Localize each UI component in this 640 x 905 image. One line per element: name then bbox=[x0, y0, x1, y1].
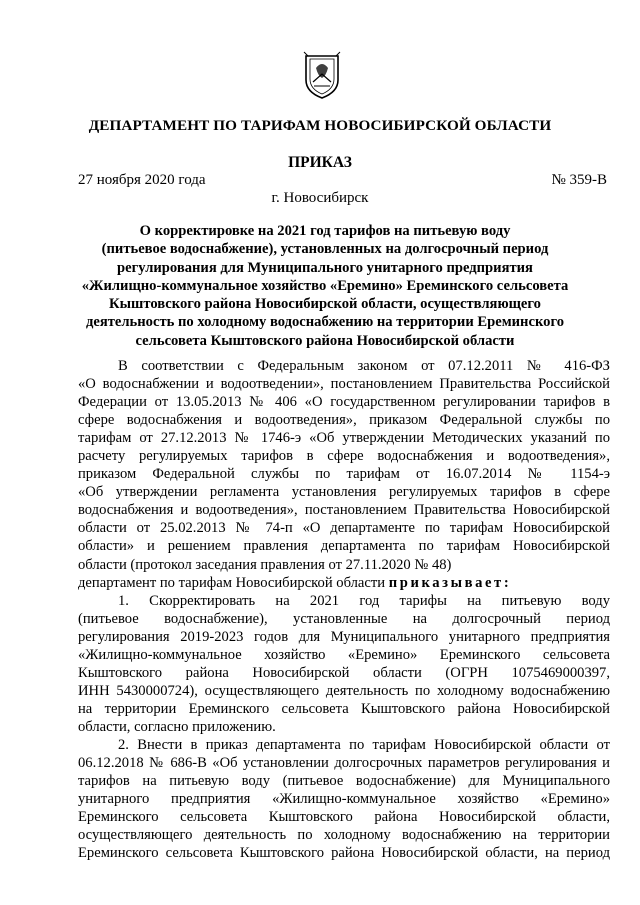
body-line: 2. Внести в приказ департамента по тарифам Новосибирской области от bbox=[118, 736, 610, 753]
body-line: «Жилищно-коммунальное хозяйство «Еремино» Ереминского сельсовета bbox=[78, 646, 610, 663]
body-line: ИНН 5430000724), осуществляющего деятельность по холодному водоснабжению bbox=[78, 682, 610, 699]
subject-line: деятельность по холодному водоснабжению на территории Ереминского bbox=[85, 314, 565, 331]
body-line: 06.12.2018 № 686-В «Об установлении долгосрочных параметров регулирования и bbox=[78, 755, 610, 772]
document-subject bbox=[70, 222, 580, 350]
subject-line: регулирования для Муниципального унитарного предприятия bbox=[117, 259, 533, 276]
body-line: Ереминского сельсовета Кыштовского района Новосибирской области, на период bbox=[78, 845, 610, 862]
subject-line: сельсовета Кыштовского района Новосибирской области bbox=[135, 332, 515, 349]
document-type: ПРИКАЗ bbox=[288, 154, 352, 171]
body-line: на территории Ереминского сельсовета Кыштовского района Новосибирской bbox=[78, 700, 610, 717]
body-line: области, согласно приложению. bbox=[78, 718, 276, 735]
body-line: В соответствии с Федеральным законом от 07.12.2011 № 416-ФЗ bbox=[118, 358, 610, 374]
body-line: области (протокол заседания правления от 27.11.2020 № 48) bbox=[78, 556, 452, 573]
decree-intro: департамент по тарифам Новосибирской области bbox=[78, 574, 386, 591]
body-line: области от 25.02.2013 № 74-п «О департаменте по тарифам Новосибирской bbox=[78, 520, 610, 537]
document-city: г. Новосибирск bbox=[271, 190, 369, 206]
body-line: водоснабжения и водоотведения», постановлением Правительства Новосибирской bbox=[78, 502, 610, 519]
body-line: Ереминского сельсовета Кыштовского района Новосибирской области, bbox=[78, 809, 610, 826]
department-title: ДЕПАРТАМЕНТ ПО ТАРИФАМ НОВОСИБИРСКОЙ ОБЛАСТИ bbox=[88, 117, 552, 134]
body-line: регулирования 2019-2023 годов для Муниципального унитарного предприятия bbox=[78, 628, 610, 645]
decree-word: приказывает: bbox=[388, 574, 512, 591]
subject-line: О корректировке на 2021 год тарифов на питьевую воду bbox=[139, 223, 511, 239]
body-line: области» и решением правления департамента по тарифам Новосибирской bbox=[78, 538, 610, 555]
item-1-paragraph bbox=[78, 592, 610, 736]
decree-line bbox=[78, 574, 610, 592]
body-line: «Об утверждении регламента установления регулируемых тарифов в сфере bbox=[78, 484, 610, 501]
preamble-paragraph bbox=[78, 357, 610, 574]
body-line: унитарного предприятия «Жилищно-коммунальное хозяйство «Еремино» bbox=[78, 791, 610, 808]
body-line: осуществляющего деятельность по холодному водоснабжению на территории bbox=[78, 827, 610, 844]
coat-of-arms-icon bbox=[302, 50, 342, 100]
subject-line: (питьевое водоснабжение), установленных на долгосрочный период bbox=[101, 241, 549, 258]
body-line: (питьевое водоснабжение), установленные на долгосрочный период bbox=[78, 610, 610, 627]
document-date: 27 ноября 2020 года bbox=[78, 172, 206, 188]
body-line: «О водоснабжении и водоотведении», постановлением Правительства Российской bbox=[78, 376, 610, 393]
body-line: Федерации от 13.05.2013 № 406 «О государственном регулировании тарифов в bbox=[78, 394, 610, 411]
body-line: тарифам от 27.12.2013 № 1746-э «Об утверждении Методических указаний по bbox=[78, 430, 610, 447]
item-2-paragraph bbox=[78, 736, 610, 862]
body-line: тарифов на питьевую воду (питьевое водоснабжение) для Муниципального bbox=[78, 773, 610, 790]
body-line: Кыштовского района Новосибирской области (ОГРН 1075469000397, bbox=[78, 664, 610, 681]
subject-line: Кыштовского района Новосибирской области, осуществляющего bbox=[109, 296, 541, 313]
document-number: № 359-В bbox=[551, 172, 607, 188]
body-line: 1. Скорректировать на 2021 год тарифы на питьевую воду bbox=[118, 592, 610, 609]
subject-line: «Жилищно-коммунальное хозяйство «Еремино» Ереминского сельсовета bbox=[81, 277, 569, 294]
body-line: приказом Федеральной службы по тарифам от 16.07.2014 № 1154-э bbox=[78, 466, 610, 483]
body-line: расчету регулируемых тарифов в сфере водоснабжения и водоотведения», bbox=[78, 448, 610, 465]
document-body bbox=[78, 357, 610, 862]
body-line: сфере водоснабжения и водоотведения», приказом Федеральной службы по bbox=[78, 412, 610, 429]
